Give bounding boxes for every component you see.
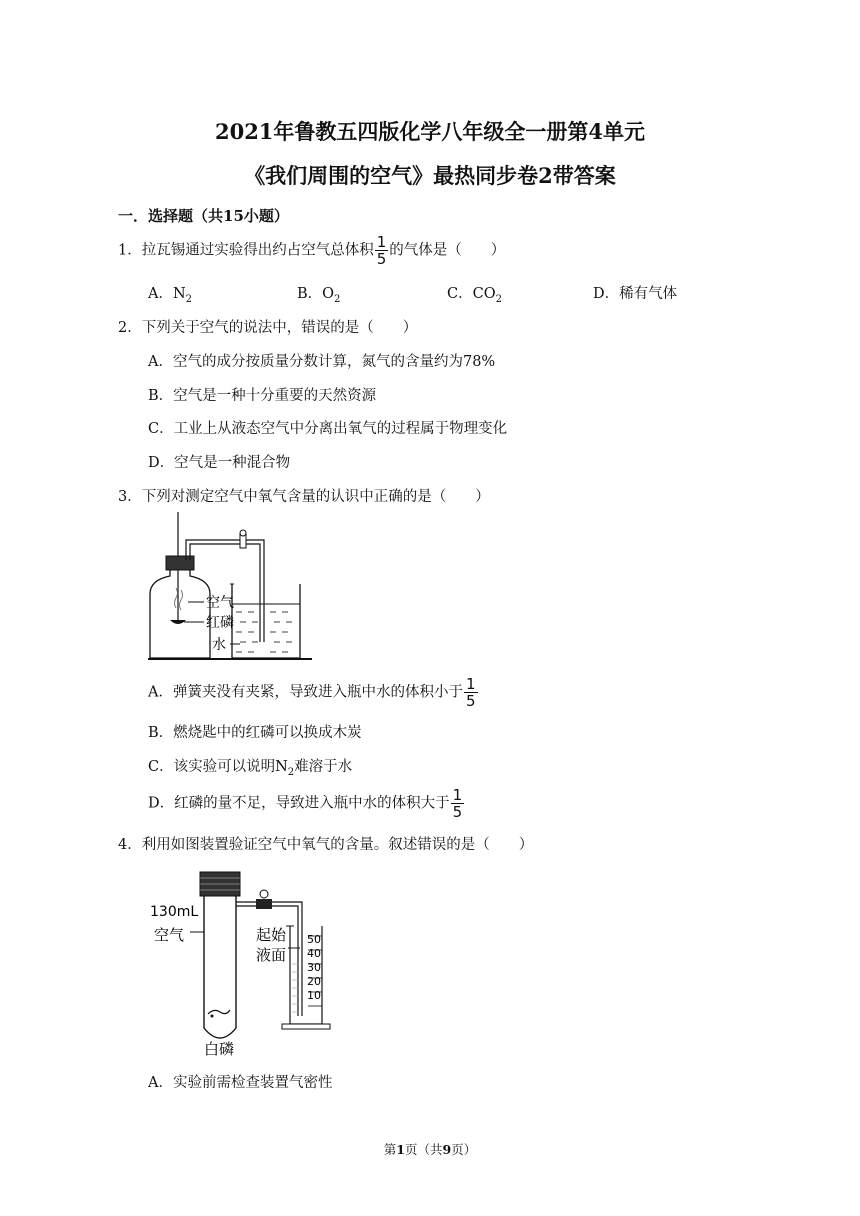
q1-option-a: A．$N_2$ <box>148 286 193 305</box>
q4-label-volume: 130mL <box>150 904 199 920</box>
q4-label-air: 空气 <box>154 926 185 944</box>
tick-label-10: 10 <box>307 989 321 1002</box>
page-title-line1: 2021年鲁教五四版化学八年级全一册第4单元 <box>214 119 646 144</box>
question-4: 4．利用如图装置验证空气中氧气的含量。叙述错误的是（ ） <box>118 837 534 853</box>
q3-label-water: 水 <box>212 637 226 653</box>
question-2: 2．下列关于空气的说法中，错误的是（ ） <box>118 320 418 336</box>
fraction-one-fifth: $\frac{1}{5}$ <box>452 786 463 821</box>
q3-option-b: B．燃烧匙中的红磷可以换成木炭 <box>148 725 362 741</box>
q2-option-b: B．空气是一种十分重要的天然资源 <box>148 388 377 404</box>
q4-label-start2: 液面 <box>256 946 287 964</box>
tick-label-30: 30 <box>307 961 321 974</box>
q2-option-d: D．空气是一种混合物 <box>148 455 291 471</box>
q4-option-a: A．实验前需检查装置气密性 <box>148 1075 333 1091</box>
q3-option-a: A．弹簧夹没有夹紧，导致进入瓶中水的体积小于 $\frac{1}{5}$ <box>148 675 476 710</box>
fraction-one-fifth: $\frac{1}{5}$ <box>376 233 387 268</box>
q3-option-c: C．该实验可以说明$N_2$难溶于水 <box>148 759 353 778</box>
q3-label-air: 空气 <box>206 595 234 611</box>
q2-option-c: C．工业上从液态空气中分离出氧气的过程属于物理变化 <box>148 421 508 437</box>
fraction-one-fifth: $\frac{1}{5}$ <box>465 675 476 710</box>
section-heading: 一．选择题（共15小题） <box>118 207 289 225</box>
q3-label-phosphorus: 红磷 <box>206 615 234 631</box>
page-footer: 第1页（共9页） <box>383 1142 477 1157</box>
q3-option-d: D．红磷的量不足，导致进入瓶中水的体积大于 $\frac{1}{5}$ <box>148 786 463 821</box>
q1-option-c: C．$CO_2$ <box>447 286 502 305</box>
question-1-text-post: 的气体是（ ） <box>389 242 506 259</box>
question-1 <box>118 234 505 267</box>
q4-label-white-phosphorus: 白磷 <box>204 1040 235 1058</box>
question-1-text-pre: 1．拉瓦锡通过实验得出约占空气总体积 <box>118 242 374 259</box>
q4-apparatus-figure <box>148 868 348 1058</box>
tick-label-50: 50 <box>307 933 321 946</box>
question-3: 3．下列对测定空气中氧气含量的认识中正确的是（ ） <box>118 489 490 505</box>
q4-label-start1: 起始 <box>256 926 287 944</box>
tick-label-40: 40 <box>307 947 321 960</box>
q1-option-d: D．稀有气体 <box>593 286 678 302</box>
q2-option-a: A．空气的成分按质量分数计算，氮气的含量约为78% <box>148 354 496 370</box>
page-title-line2: 《我们周围的空气》最热同步卷2带答案 <box>244 163 616 188</box>
q3-apparatus-figure <box>140 512 320 662</box>
tick-label-20: 20 <box>307 975 321 988</box>
q1-option-b: B．$O_2$ <box>297 286 341 305</box>
